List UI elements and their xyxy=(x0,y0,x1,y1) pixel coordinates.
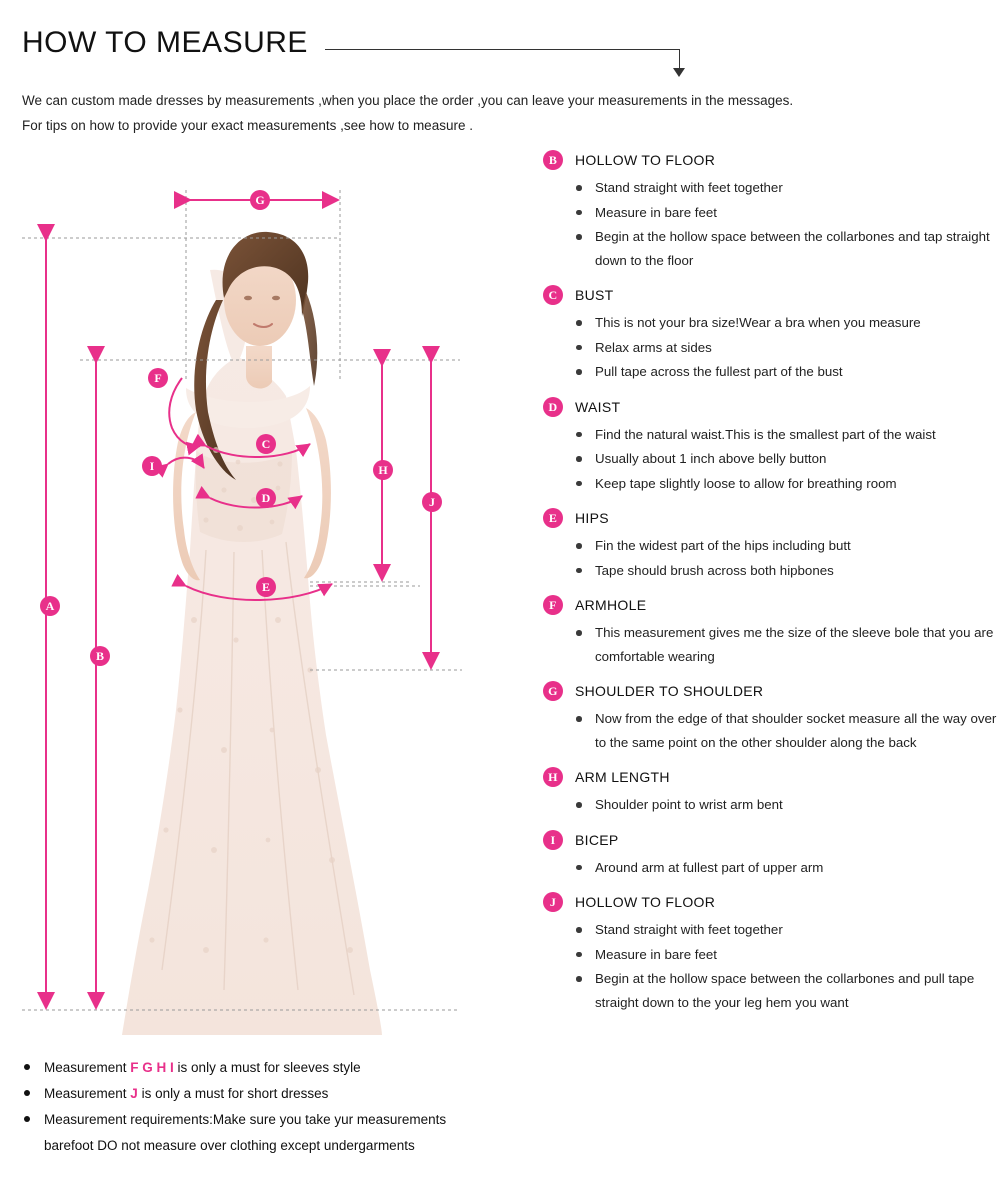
section-g-header xyxy=(543,681,998,701)
label-d: D xyxy=(256,488,276,508)
list-item xyxy=(543,793,998,817)
list-item xyxy=(543,621,998,668)
footnotes xyxy=(22,1055,502,1159)
section-d xyxy=(543,397,998,496)
list-item xyxy=(543,201,998,225)
list-item-text: This is not your bra size!Wear a bra when you measure xyxy=(595,315,921,330)
bullet-icon xyxy=(576,976,582,982)
bullet-icon xyxy=(576,185,582,191)
label-b: B xyxy=(90,646,110,666)
list-item xyxy=(543,225,998,272)
section-c-title: BUST xyxy=(575,287,614,303)
list-item-text: Fin the widest part of the hips including butt xyxy=(595,538,851,553)
section-d-header xyxy=(543,397,998,417)
section-b-badge: B xyxy=(543,150,563,170)
bullet-icon xyxy=(576,802,582,808)
bullet-icon xyxy=(576,456,582,462)
footnote-2-keys: J xyxy=(130,1086,138,1101)
bullet-icon xyxy=(576,952,582,958)
list-item xyxy=(543,336,998,360)
footnote-3-line-2: barefoot DO not measure over clothing except undergarments xyxy=(44,1138,415,1153)
section-i-title: BICEP xyxy=(575,831,619,848)
list-item-text: Pull tape across the fullest part of the bust xyxy=(595,364,843,379)
page-title: HOW TO MEASURE xyxy=(22,26,308,59)
list-item xyxy=(543,472,998,496)
list-item-text: Measure in bare feet xyxy=(595,204,717,220)
list-item xyxy=(543,918,998,942)
section-b-title: HOLLOW TO FLOOR xyxy=(575,152,716,168)
section-h xyxy=(543,767,998,817)
bullet-icon xyxy=(576,369,582,375)
section-d-title: WAIST xyxy=(575,398,621,415)
list-item-text: Relax arms at sides xyxy=(595,339,712,355)
list-item xyxy=(543,856,998,880)
list-item xyxy=(543,176,998,200)
list-item-text: This measurement gives me the size of the sleeve bole that you are comfortable wearing xyxy=(595,625,994,664)
bullet-icon xyxy=(576,234,582,240)
section-f-header xyxy=(543,595,998,615)
title-rule xyxy=(325,49,680,50)
list-item-text: Begin at the hollow space between the collarbones and tap straight down to the floor xyxy=(595,229,990,268)
label-f: F xyxy=(148,368,168,388)
list-item xyxy=(543,534,998,558)
list-item-text: Measure in bare feet xyxy=(595,946,717,962)
section-g-title: SHOULDER TO SHOULDER xyxy=(575,683,764,699)
section-j-header xyxy=(543,892,998,912)
list-item-text: Keep tape slightly loose to allow for breathing room xyxy=(595,475,897,491)
bullet-icon xyxy=(576,210,582,216)
section-c xyxy=(543,285,998,384)
bullet-icon xyxy=(576,716,582,722)
section-j-title: HOLLOW TO FLOOR xyxy=(575,894,716,910)
bullet-icon xyxy=(24,1090,30,1096)
footnote-3 xyxy=(22,1107,502,1159)
footnote-2-pre: Measurement xyxy=(44,1086,131,1101)
label-h: H xyxy=(373,460,393,480)
footnote-1-keys: F G H I xyxy=(130,1060,174,1075)
section-e-title: HIPS xyxy=(575,510,609,526)
section-g xyxy=(543,681,998,754)
section-f xyxy=(543,595,998,668)
footnote-1 xyxy=(22,1055,502,1081)
section-b xyxy=(543,150,998,272)
diagram-svg xyxy=(10,150,490,1040)
label-j: J xyxy=(422,492,442,512)
bullet-icon xyxy=(576,865,582,871)
section-i-header xyxy=(543,830,998,850)
measurement-instructions xyxy=(543,150,998,1027)
footnote-1-pre: Measurement xyxy=(44,1060,131,1075)
section-e-header xyxy=(543,508,998,528)
list-item-text: Usually about 1 inch above belly button xyxy=(595,451,827,466)
bullet-icon xyxy=(576,630,582,636)
section-h-header xyxy=(543,767,998,787)
list-item xyxy=(543,943,998,967)
section-c-badge: C xyxy=(543,285,563,305)
label-e: E xyxy=(256,577,276,597)
measurement-diagram xyxy=(10,150,490,1040)
intro-line-2: For tips on how to provide your exact measurements ,see how to measure . xyxy=(22,118,473,133)
section-h-title: ARM LENGTH xyxy=(575,769,670,785)
footnote-3-line-1: Measurement requirements:Make sure you take yur measurements xyxy=(44,1112,447,1127)
bullet-icon xyxy=(576,543,582,549)
list-item-text: Begin at the hollow space between the collarbones and pull tape straight down to the your leg hem you want xyxy=(595,971,975,1010)
bullet-icon xyxy=(24,1116,30,1122)
section-e xyxy=(543,508,998,582)
list-item xyxy=(543,967,998,1014)
section-c-header xyxy=(543,285,998,305)
section-f-badge: F xyxy=(543,595,563,615)
section-d-badge: D xyxy=(543,397,563,417)
section-b-header xyxy=(543,150,998,170)
bullet-icon xyxy=(576,432,582,438)
list-item xyxy=(543,447,998,471)
footnote-2-post: is only a must for short dresses xyxy=(137,1086,329,1101)
label-i: I xyxy=(142,456,162,476)
list-item xyxy=(543,360,998,384)
footnote-1-post: is only a must for sleeves style xyxy=(173,1060,361,1075)
section-g-badge: G xyxy=(543,681,563,701)
label-g: G xyxy=(250,190,270,210)
list-item-text: Around arm at fullest part of upper arm xyxy=(595,859,824,875)
bullet-icon xyxy=(576,320,582,326)
section-i xyxy=(543,830,998,880)
bullet-icon xyxy=(576,481,582,487)
intro-line-1: We can custom made dresses by measurements ,when you place the order ,you can leave your measurements in the messages. xyxy=(22,93,794,108)
footnote-2 xyxy=(22,1081,502,1107)
list-item-text: Stand straight with feet together xyxy=(595,180,783,195)
list-item-text: Now from the edge of that shoulder socket measure all the way over to the same point on the other shoulder along the back xyxy=(595,711,997,750)
bullet-icon xyxy=(24,1064,30,1070)
intro-text xyxy=(22,88,902,138)
bullet-icon xyxy=(576,927,582,933)
section-h-badge: H xyxy=(543,767,563,787)
label-a: A xyxy=(40,596,60,616)
bullet-icon xyxy=(576,568,582,574)
list-item xyxy=(543,707,998,754)
list-item-text: Find the natural waist.This is the smallest part of the waist xyxy=(595,426,936,442)
section-j-badge: J xyxy=(543,892,563,912)
list-item-text: Shoulder point to wrist arm bent xyxy=(595,797,783,812)
section-i-badge: I xyxy=(543,830,563,850)
section-j xyxy=(543,892,998,1014)
list-item-text: Stand straight with feet together xyxy=(595,922,783,937)
label-c: C xyxy=(256,434,276,454)
list-item xyxy=(543,559,998,583)
list-item xyxy=(543,311,998,335)
list-item-text: Tape should brush across both hipbones xyxy=(595,562,834,578)
section-e-badge: E xyxy=(543,508,563,528)
title-arrow-icon xyxy=(673,68,685,77)
bullet-icon xyxy=(576,345,582,351)
list-item xyxy=(543,423,998,447)
section-f-title: ARMHOLE xyxy=(575,597,647,613)
